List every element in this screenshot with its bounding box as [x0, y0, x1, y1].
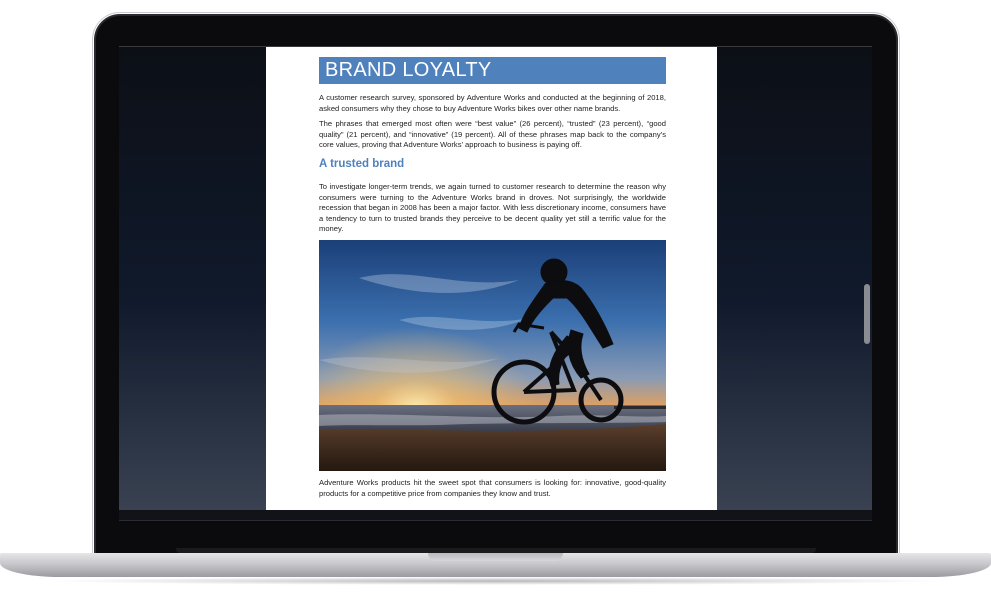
document-page — [266, 47, 717, 510]
paragraph-intro: A customer research survey, sponsored by Adventure Works and conducted at the beginning of 2018, asked consumers why they chose to buy Adventure Works bikes over other name brands. — [319, 93, 666, 113]
document-title: BRAND LOYALTY — [319, 57, 666, 84]
scrollbar-thumb[interactable] — [864, 284, 870, 344]
paragraph-sweet-spot: Adventure Works products hit the sweet spot that consumers is looking for: innovative, good-quality products for a competitive price from companies they know and trust. — [319, 478, 666, 498]
screen-bottom-bezel — [119, 510, 872, 520]
cyclist-silhouette-image — [319, 240, 666, 471]
paragraph-phrases: The phrases that emerged most often were “best value” (26 percent), “trusted” (23 percent), “good quality” (21 percent), and “innovative” (19 percent). All of these phrases map back to the company’s core values, proving that Adventure Works’ approach to business is paying off. — [319, 119, 666, 150]
laptop-screen — [119, 47, 872, 510]
cyclist-photo — [319, 240, 666, 471]
section-heading: A trusted brand — [319, 158, 405, 170]
laptop-shadow — [40, 577, 951, 585]
screen-bottom-edge — [119, 520, 872, 521]
laptop-base-notch — [428, 553, 563, 561]
paragraph-trends: To investigate longer-term trends, we again turned to customer research to determine the reason why consumers were turning to the Adventure Works brand in droves. Not surprisingly, the worldwide recession that began in 2008 has been a major factor. With less discretionary income, consumers have a tendency to turn to trusted brands they perceive to be decent quality yet still a terrific value for the money. — [319, 182, 666, 234]
